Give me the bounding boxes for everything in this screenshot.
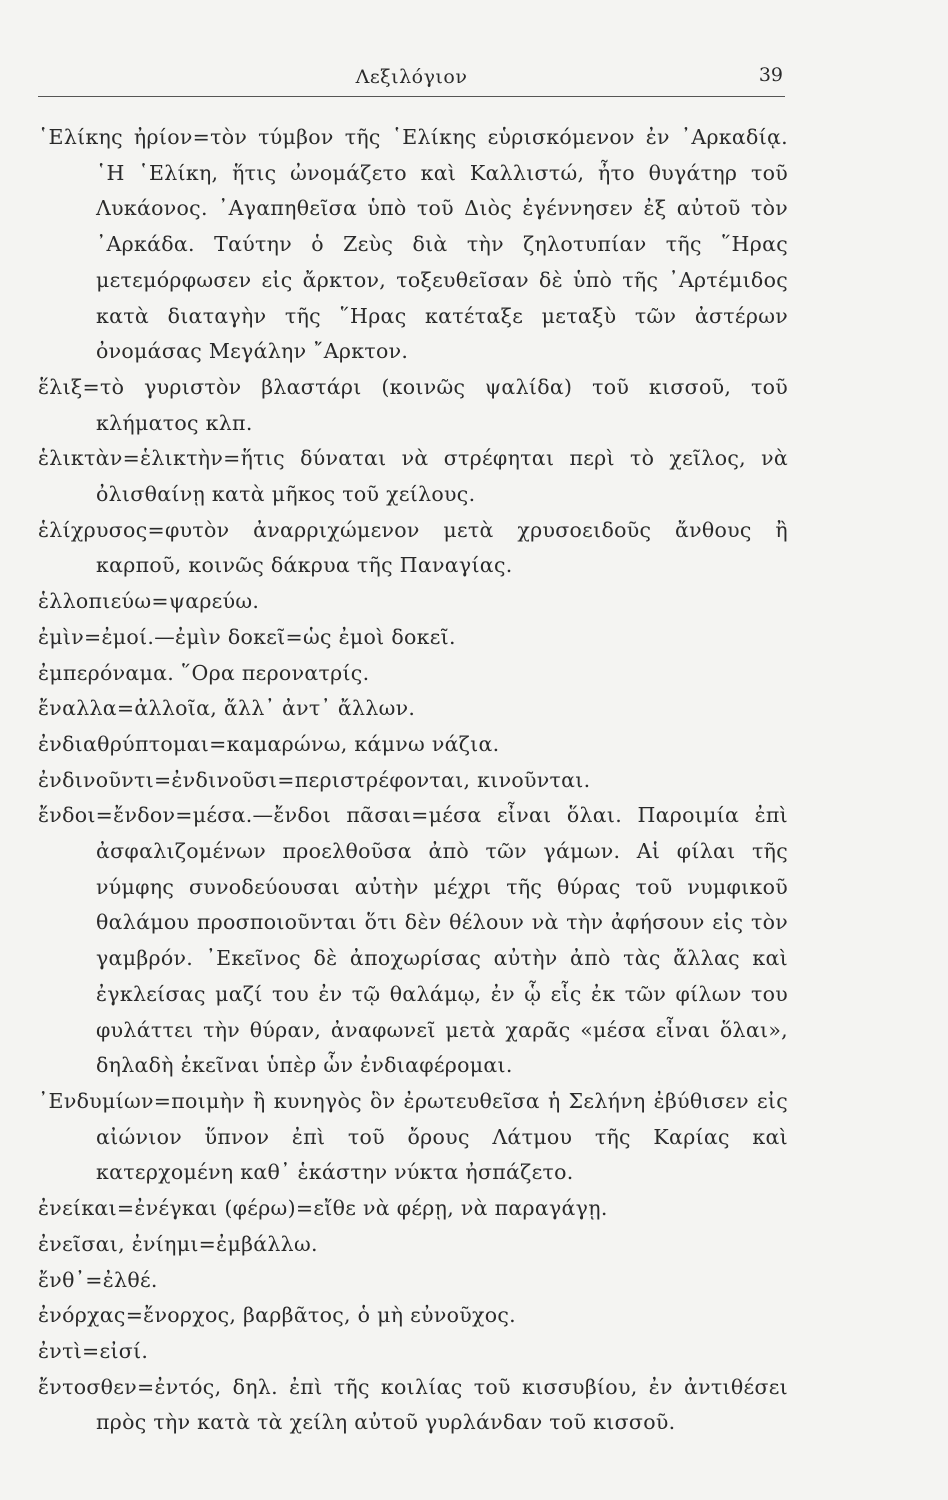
running-head	[38, 62, 785, 97]
glossary-entry: ἐνδινοῦντι=ἐνδινοῦσι=περιστρέφονται, κινοῦνται.	[38, 767, 591, 792]
glossary-entry: ἐμὶν=ἐμοί.—ἐμὶν δοκεῖ=ὡς ἐμοὶ δοκεῖ.	[38, 624, 456, 649]
glossary-entry: ἐνδιαθρύπτομαι=καμαρώνω, κάμνω νάζια.	[38, 731, 500, 756]
page-number: 39	[758, 64, 783, 86]
glossary-entry: ἐντὶ=εἰσί.	[38, 1338, 149, 1363]
glossary-entry: ᾿Ενδυμίων=ποιμὴν ἢ κυνηγὸς ὃν ἐρωτευθεῖσα ἡ Σελήνη ἐβύθισεν εἰς αἰώνιον ὕπνον ἐπὶ τοῦ ὄρους Λάτμου τῆς Καρίας καὶ κατερχομένη καθ᾿ ἑκάστην νύκτα ἠσπάζετο.	[38, 1088, 788, 1185]
glossary-entry: ἔνθ᾿=ἐλθέ.	[38, 1267, 158, 1292]
glossary-entry: ἐνόρχας=ἔνορχος, βαρβᾶτος, ὁ μὴ εὐνοῦχος.	[38, 1303, 516, 1328]
glossary-entry: ῾Ελίκης ἠρίον=τὸν τύμβον τῆς ῾Ελίκης εὑρισκόμενον ἐν ᾿Αρκαδίᾳ. ῾Η ῾Ελίκη, ἥτις ὠνομάζετο καὶ Καλλιστώ, ἦτο θυγάτηρ τοῦ Λυκάονος. ᾿Αγαπηθεῖσα ὑπὸ τοῦ Διὸς ἐγέννησεν ἐξ αὐτοῦ τὸν ᾿Αρκάδα. Ταύτην ὁ Ζεὺς διὰ τὴν ζηλοτυπίαν τῆς ῞Ηρας μετεμόρφωσεν εἰς ἄρκτον, τοξευθεῖσαν δὲ ὑπὸ τῆς ᾿Αρτέμιδος κατὰ διαταγὴν τῆς ῞Ηρας κατέταξε μεταξὺ τῶν ἀστέρων ὀνομάσας Μεγάλην ῎Αρκτον.	[38, 125, 788, 364]
glossary-entry: ἐμπερόναμα. ῞Ορα περονατρίς.	[38, 660, 370, 685]
glossary-entry: ἔντοσθεν=ἐντός, δηλ. ἐπὶ τῆς κοιλίας τοῦ κισσυβίου, ἐν ἀντιθέσει πρὸς τὴν κατὰ τὰ χείλη αὐτοῦ γυρλάνδαν τοῦ κισσοῦ.	[38, 1374, 788, 1435]
glossary-entry: ἑλικτὰν=ἑλικτὴν=ἥτις δύναται νὰ στρέφηται περὶ τὸ χεῖλος, νὰ ὀλισθαίνῃ κατὰ μῆκος τοῦ χείλους.	[38, 446, 788, 507]
glossary-entry: ἑλλοπιεύω=ψαρεύω.	[38, 589, 260, 614]
glossary-entry: ἐνεῖσαι, ἐνίημι=ἐμβάλλω.	[38, 1231, 318, 1256]
glossary-entry: ἔνδοι=ἔνδον=μέσα.—ἔνδοι πᾶσαι=μέσα εἶναι ὅλαι. Παροιμία ἐπὶ ἀσφαλιζομένων προελθοῦσα ἀπὸ τῶν γάμων. Αἱ φίλαι τῆς νύμφης συνοδεύουσαι αὐτὴν μέχρι τῆς θύρας τοῦ νυμφικοῦ θαλάμου προσποιοῦνται ὅτι δὲν θέλουν νὰ τὴν ἀφήσουν εἰς τὸν γαμβρόν. ᾿Εκεῖνος δὲ ἀποχωρίσας αὐτὴν ἀπὸ τὰς ἄλλας καὶ ἐγκλείσας μαζί του ἐν τῷ θαλάμῳ, ἐν ᾧ εἷς ἐκ τῶν φίλων του φυλάττει τὴν θύραν, ἀναφωνεῖ μετὰ χαρᾶς «μέσα εἶναι ὅλαι», δηλαδὴ ἐκεῖναι ὑπὲρ ὧν ἐνδιαφέρομαι.	[38, 803, 788, 1078]
glossary-entry: ἕλιξ=τὸ γυριστὸν βλαστάρι (κοινῶς ψαλίδα) τοῦ κισσοῦ, τοῦ κλήματος κλπ.	[38, 374, 788, 435]
glossary-entries	[38, 120, 788, 1441]
glossary-entry: ἑλίχρυσος=φυτὸν ἀναρριχώμενον μετὰ χρυσοειδοῦς ἄνθους ἢ καρποῦ, κοινῶς δάκρυα τῆς Παναγίας.	[38, 517, 788, 578]
running-title: Λεξιλόγιον	[355, 66, 468, 88]
glossary-entry: ἔναλλα=ἀλλοῖα, ἄλλ᾿ ἀντ᾿ ἄλλων.	[38, 696, 416, 721]
glossary-entry: ἐνείκαι=ἐνέγκαι (φέρω)=εἴθε νὰ φέρῃ, νὰ παραγάγῃ.	[38, 1196, 608, 1221]
